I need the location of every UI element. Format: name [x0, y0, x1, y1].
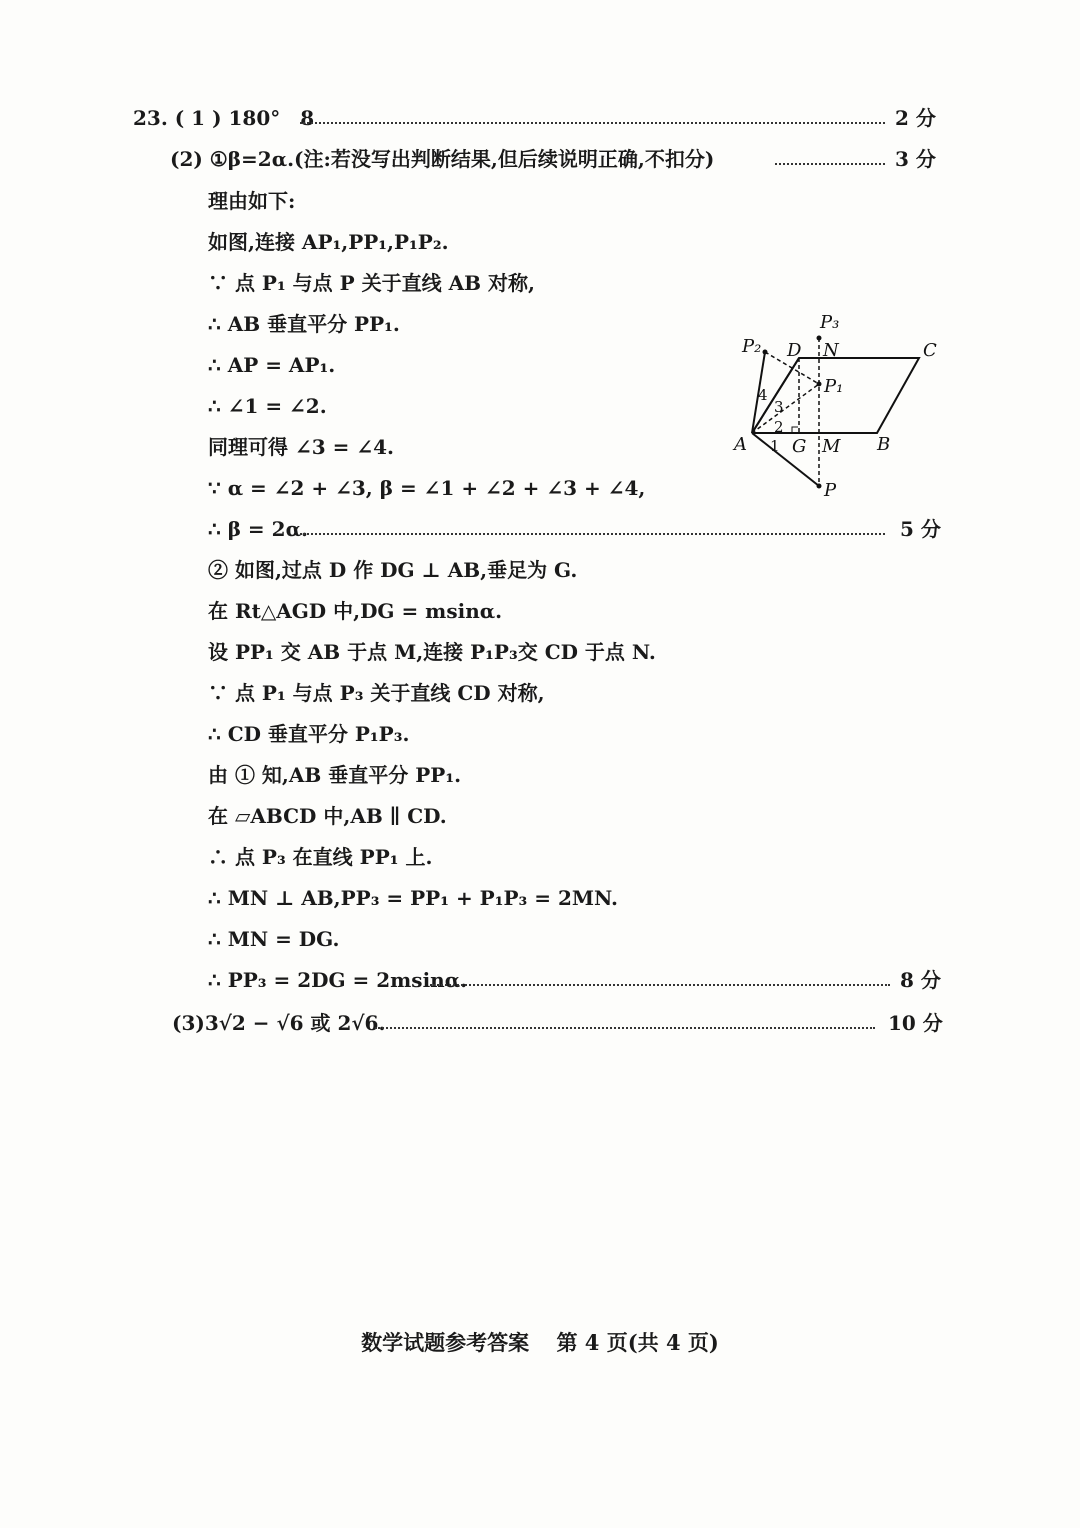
- parallelogram-diagram: [720, 300, 950, 500]
- label-m: M: [822, 436, 841, 457]
- point-p3: [817, 336, 822, 341]
- score-label: 5 分: [900, 517, 941, 541]
- answer-line-1: 23. ( 1 ) 180° 8: [133, 106, 315, 130]
- leader-dots: [300, 533, 885, 535]
- answer-line: ∵ 点 P₁ 与点 P₃ 关于直线 CD 对称,: [208, 681, 545, 705]
- score-label: 10 分: [888, 1011, 943, 1035]
- point-p: [817, 484, 822, 489]
- answer-line: 在 Rt△AGD 中,DG = msinα.: [208, 599, 503, 623]
- answer-line: ∵ α = ∠2 + ∠3, β = ∠1 + ∠2 + ∠3 + ∠4,: [208, 476, 646, 500]
- leader-dots: [375, 1027, 875, 1029]
- label-p1: P₁: [824, 376, 844, 397]
- point-p1: [817, 382, 822, 387]
- answer-line: 设 PP₁ 交 AB 于点 M,连接 P₁P₃交 CD 于点 N.: [208, 640, 656, 664]
- answer-line: 由 ① 知,AB 垂直平分 PP₁.: [208, 763, 462, 787]
- answer-line: ∴ ∠1 = ∠2.: [208, 394, 327, 418]
- label-p2: P₂: [742, 336, 762, 357]
- label-n: N: [823, 340, 839, 361]
- label-g: G: [792, 436, 807, 457]
- answer-line: ∴ β = 2α.: [208, 517, 308, 541]
- footer-page-number: 第 4 页(共 4 页): [556, 1330, 719, 1355]
- leader-dots: [775, 163, 885, 165]
- leader-dots: [430, 984, 890, 986]
- angle-label-1: 1: [770, 437, 780, 455]
- angle-label-3: 3: [774, 398, 784, 416]
- leader-dots: [300, 122, 885, 124]
- score-label: 3 分: [895, 147, 936, 171]
- label-p3: P₃: [820, 312, 840, 333]
- page-footer: [0, 1327, 1080, 1357]
- score-label: 2 分: [895, 106, 936, 130]
- score-label: 8 分: [900, 968, 941, 992]
- answer-line: 同理可得 ∠3 = ∠4.: [208, 435, 394, 459]
- answer-line: 理由如下:: [208, 189, 296, 213]
- point-p2: [763, 350, 768, 355]
- angle-label-2: 2: [774, 418, 784, 436]
- answer-line: 在 ▱ABCD 中,AB ∥ CD.: [208, 804, 447, 828]
- answer-line: 如图,连接 AP₁,PP₁,P₁P₂.: [208, 230, 449, 254]
- label-p: P: [824, 480, 837, 500]
- answer-line: ∴ AB 垂直平分 PP₁.: [208, 312, 400, 336]
- angle-label-4: 4: [758, 386, 768, 404]
- footer-title: 数学试题参考答案: [361, 1330, 530, 1355]
- answer-line: ∴ 点 P₃ 在直线 PP₁ 上.: [208, 845, 433, 869]
- label-c: C: [923, 340, 937, 361]
- answer-line-2: (2) ①β=2α.(注:若没写出判断结果,但后续说明正确,不扣分): [170, 147, 715, 171]
- label-a: A: [734, 434, 747, 455]
- answer-line: ∴ PP₃ = 2DG = 2msinα.: [208, 968, 468, 992]
- answer-line: ② 如图,过点 D 作 DG ⊥ AB,垂足为 G.: [208, 558, 578, 582]
- answer-line: ∴ AP = AP₁.: [208, 353, 336, 377]
- answer-line: ∵ 点 P₁ 与点 P 关于直线 AB 对称,: [208, 271, 535, 295]
- answer-line: ∴ MN ⊥ AB,PP₃ = PP₁ + P₁P₃ = 2MN.: [208, 886, 618, 910]
- label-b: B: [877, 434, 891, 455]
- answer-line: (3)3√2 − √6 或 2√6.: [172, 1011, 386, 1035]
- answer-line: ∴ CD 垂直平分 P₁P₃.: [208, 722, 410, 746]
- segment-ap: [752, 433, 819, 486]
- answer-line: ∴ MN = DG.: [208, 927, 340, 951]
- label-d: D: [787, 340, 802, 361]
